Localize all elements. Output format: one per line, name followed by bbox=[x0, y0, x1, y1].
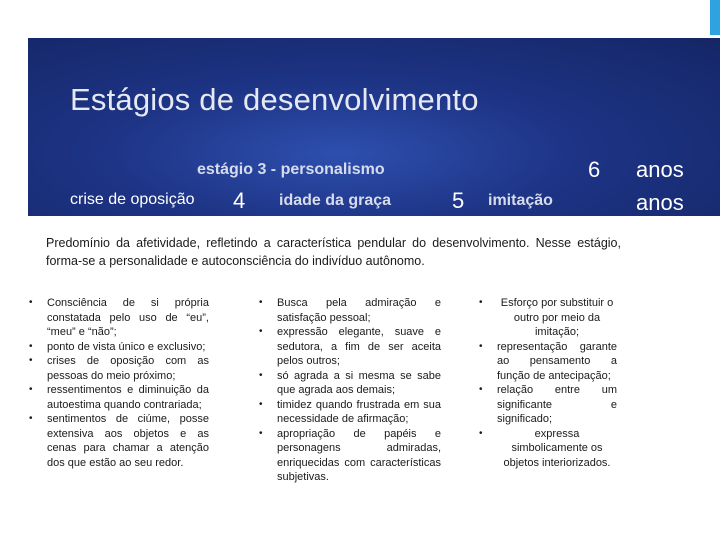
bullet-list bbox=[257, 296, 441, 485]
age-number-6: 6 bbox=[588, 157, 601, 182]
anos-label-1: anos bbox=[636, 157, 684, 182]
list-item: • Esforço por substituir o outro por meio da imitação; bbox=[477, 296, 617, 340]
list-item: • expressa simbolicamente os objetos interiorizados. bbox=[477, 427, 617, 471]
phase-idade-da-graca: idade da graça bbox=[279, 192, 392, 209]
list-item: • relação entre um significante e significado; bbox=[477, 383, 617, 427]
list-item: • expressão elegante, suave e sedutora, a fim de ser aceita pelos outros; bbox=[257, 325, 441, 369]
list-item: • ponto de vista único e exclusivo; bbox=[27, 340, 209, 355]
column-imitacao bbox=[477, 296, 617, 470]
phase-imitacao: imitação bbox=[488, 192, 553, 209]
list-item: • sentimentos de ciúme, posse extensiva aos objetos e as cenas para chamar a atenção dos que estão ao seu redor. bbox=[27, 412, 209, 470]
accent-strip bbox=[710, 0, 720, 35]
age-number-4: 4 bbox=[233, 188, 246, 213]
list-item: • Busca pela admiração e satisfação pessoal; bbox=[257, 296, 441, 325]
list-item: • representação garante ao pensamento a função de antecipação; bbox=[477, 340, 617, 384]
column-crise-de-oposicao bbox=[27, 296, 209, 470]
list-item: • crises de oposição com as pessoas do meio próximo; bbox=[27, 354, 209, 383]
list-item: • ressentimentos e diminuição da autoestima quando contrariada; bbox=[27, 383, 209, 412]
anos-label-2: anos bbox=[636, 190, 684, 215]
list-item: • só agrada a si mesma se sabe que agrada aos demais; bbox=[257, 369, 441, 398]
list-item: • timidez quando frustrada em sua necessidade de afirmação; bbox=[257, 398, 441, 427]
header-band bbox=[28, 38, 720, 216]
slide-title: Estágios de desenvolvimento bbox=[70, 82, 479, 117]
age-number-5: 5 bbox=[452, 188, 465, 213]
bullet-list bbox=[477, 296, 617, 470]
stage-label: estágio 3 - personalismo bbox=[197, 161, 385, 178]
age-number-3: 3 bbox=[10, 156, 22, 179]
list-item: • apropriação de papéis e personagens admiradas, enriquecidas com características subjetivas. bbox=[257, 427, 441, 485]
intro-paragraph: Predomínio da afetividade, refletindo a característica pendular do desenvolvimento. Nesse estágio, forma-se a personalidade e autoconsciência do indivíduo autônomo. bbox=[46, 236, 621, 268]
phase-crise-de-oposicao: crise de oposição bbox=[70, 191, 195, 208]
list-item: • Consciência de si própria constatada pelo uso de “eu”, “meu” e “não”; bbox=[27, 296, 209, 340]
column-idade-da-graca bbox=[257, 296, 441, 485]
bullet-list bbox=[27, 296, 209, 470]
